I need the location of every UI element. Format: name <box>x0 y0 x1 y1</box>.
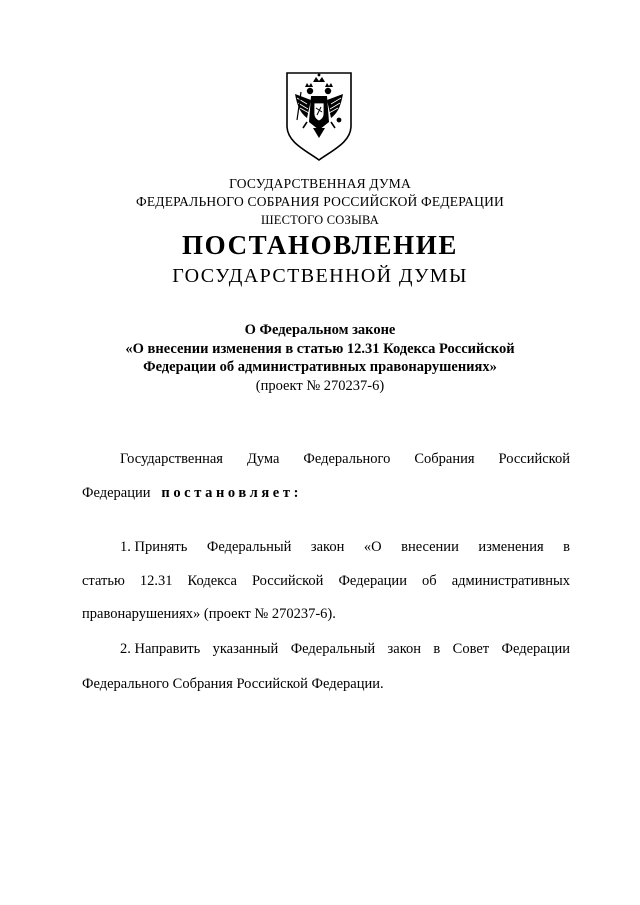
preamble-line-2 <box>82 484 570 502</box>
item1-word: «О <box>363 539 382 555</box>
item2-line-1 <box>120 640 570 658</box>
item2-line-2: Федерального Собрания Российской Федерации. <box>82 676 384 692</box>
document-type-title: ПОСТАНОВЛЕНИЕ <box>182 230 458 260</box>
item1-word: в <box>563 539 570 555</box>
subject-line-1: О Федеральном законе <box>244 322 396 338</box>
preamble-start: Федерации <box>82 485 151 501</box>
preamble-word: Российской <box>498 451 570 467</box>
item1-word: 12.31 <box>139 573 173 589</box>
document-issuer-title: ГОСУДАРСТВЕННОЙ ДУМЫ <box>172 265 468 287</box>
subject-line-3: Федерации об административных правонарушениях» <box>143 359 497 375</box>
item2-word: Федерации <box>501 641 570 657</box>
preamble-word: Государственная <box>120 451 223 467</box>
item2-word: 2. Направить <box>120 641 201 657</box>
subject-line-4: (проект № 270237-6) <box>255 377 385 394</box>
preamble-word: Федерального <box>303 451 391 467</box>
item1-word: Кодекса <box>187 573 237 589</box>
item1-word: административных <box>451 573 570 589</box>
header-line-2: ФЕДЕРАЛЬНОГО СОБРАНИЯ РОССИЙСКОЙ ФЕДЕРАЦИИ <box>136 194 504 209</box>
item1-line-1 <box>120 538 570 556</box>
item2-word: Совет <box>452 641 490 657</box>
item1-line-3: правонарушениях» (проект № 270237-6). <box>82 606 336 622</box>
header-line-3: ШЕСТОГО СОЗЫВА <box>260 213 380 227</box>
item1-word: об <box>422 573 437 589</box>
item1-word: 1. Принять <box>120 539 188 555</box>
item1-word: закон <box>310 539 345 555</box>
preamble-verb: постановляет: <box>161 485 302 501</box>
preamble-word: Дума <box>246 451 280 467</box>
item1-word: внесении <box>401 539 459 555</box>
document-subject <box>0 321 640 395</box>
item2-word: закон <box>387 641 422 657</box>
item2-word: указанный <box>212 641 279 657</box>
item1-word: Федерации <box>338 573 407 589</box>
preamble-word: Собрания <box>414 451 475 467</box>
item2-word: Федеральный <box>290 641 376 657</box>
header-line-1: ГОСУДАРСТВЕННАЯ ДУМА <box>229 176 411 191</box>
institution-header <box>0 175 640 229</box>
coat-of-arms-icon <box>283 70 355 162</box>
subject-line-2: «О внесении изменения в статью 12.31 Кодекса Российской <box>125 340 515 357</box>
item1-word: Федеральный <box>206 539 292 555</box>
item1-word: статью <box>82 573 125 589</box>
item1-word: Российской <box>251 573 324 589</box>
item1-line-2 <box>82 572 570 590</box>
item1-word: изменения <box>478 539 544 555</box>
item2-word: в <box>433 641 441 657</box>
preamble-line-1 <box>120 450 570 468</box>
